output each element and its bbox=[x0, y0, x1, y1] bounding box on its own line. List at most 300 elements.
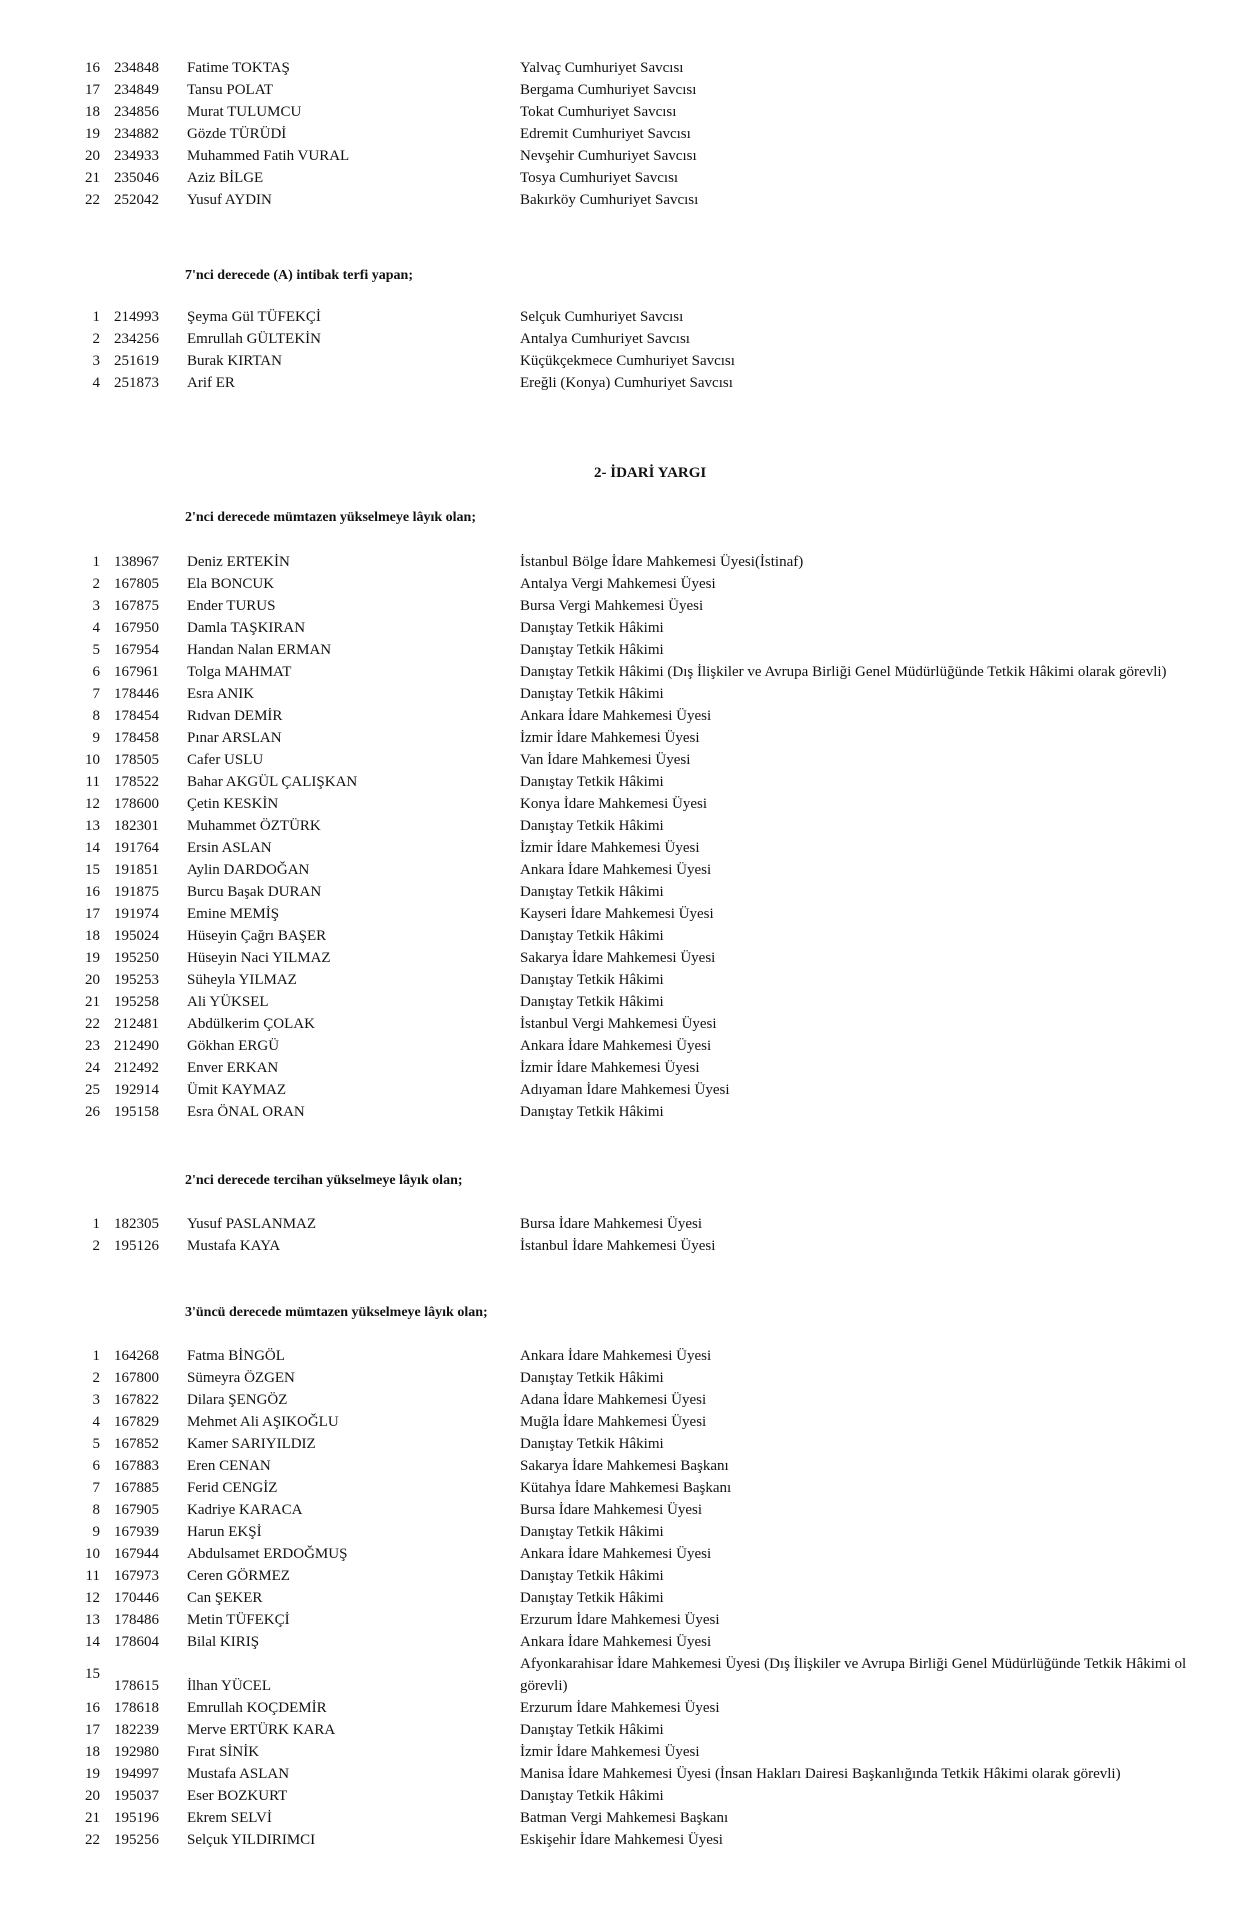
position-title: Ankara İdare Mahkemesi Üyesi bbox=[520, 1038, 712, 1054]
registry-number: 167973 bbox=[114, 1568, 159, 1584]
position-title: Adıyaman İdare Mahkemesi Üyesi bbox=[520, 1082, 730, 1098]
person-name: Aylin DARDOĞAN bbox=[187, 862, 310, 878]
row-number: 3 bbox=[92, 353, 100, 369]
row-number: 19 bbox=[85, 126, 100, 142]
table-row bbox=[0, 306, 1252, 328]
row-number: 10 bbox=[85, 752, 100, 768]
row-number: 2 bbox=[92, 576, 100, 592]
row-number: 2 bbox=[92, 331, 100, 347]
person-name: Eser BOZKURT bbox=[187, 1788, 288, 1804]
position-title: Ankara İdare Mahkemesi Üyesi bbox=[520, 708, 712, 724]
person-name: Selçuk YILDIRIMCI bbox=[187, 1832, 316, 1848]
table-row bbox=[0, 771, 1252, 793]
position-title: Danıştay Tetkik Hâkimi bbox=[520, 1568, 664, 1584]
table-row bbox=[0, 145, 1252, 167]
row-number: 20 bbox=[85, 972, 100, 988]
row-number: 9 bbox=[92, 730, 100, 746]
table-row bbox=[0, 1609, 1252, 1631]
registry-number: 167961 bbox=[114, 664, 159, 680]
registry-number: 178454 bbox=[114, 708, 159, 724]
table-row bbox=[0, 595, 1252, 617]
registry-number: 182305 bbox=[114, 1216, 159, 1232]
row-number: 18 bbox=[85, 928, 100, 944]
position-title: Konya İdare Mahkemesi Üyesi bbox=[520, 796, 708, 812]
table-row bbox=[0, 189, 1252, 211]
person-name: Muhammed Fatih VURAL bbox=[187, 148, 350, 164]
row-number: 11 bbox=[85, 774, 100, 790]
registry-number: 192980 bbox=[114, 1744, 159, 1760]
row-number: 26 bbox=[85, 1104, 100, 1120]
position-title: Danıştay Tetkik Hâkimi bbox=[520, 620, 664, 636]
registry-number: 195196 bbox=[114, 1810, 159, 1826]
section-heading-7th-degree: 7'nci derecede (A) intibak terfi yapan; bbox=[185, 268, 413, 283]
row-number: 22 bbox=[85, 192, 100, 208]
section-heading-3rd-degree-outstanding: 3'üncü derecede mümtazen yükselmeye lâyık olan; bbox=[185, 1305, 488, 1320]
registry-number: 234256 bbox=[114, 331, 159, 347]
row-number: 2 bbox=[92, 1238, 100, 1254]
position-title: Danıştay Tetkik Hâkimi bbox=[520, 1590, 664, 1606]
registry-number: 212492 bbox=[114, 1060, 159, 1076]
row-number: 21 bbox=[85, 1810, 100, 1826]
registry-number: 195258 bbox=[114, 994, 159, 1010]
row-number: 4 bbox=[92, 375, 100, 391]
position-title: Danıştay Tetkik Hâkimi bbox=[520, 994, 664, 1010]
row-number: 19 bbox=[85, 950, 100, 966]
position-title: İzmir İdare Mahkemesi Üyesi bbox=[520, 730, 700, 746]
registry-number: 252042 bbox=[114, 192, 159, 208]
row-number: 1 bbox=[92, 554, 100, 570]
row-number: 5 bbox=[92, 642, 100, 658]
person-name: Esra ANIK bbox=[187, 686, 255, 702]
table-row bbox=[0, 350, 1252, 372]
position-title: Ankara İdare Mahkemesi Üyesi bbox=[520, 1546, 712, 1562]
position-title: Ankara İdare Mahkemesi Üyesi bbox=[520, 862, 712, 878]
person-name: Ela BONCUK bbox=[187, 576, 275, 592]
registry-number: 167944 bbox=[114, 1546, 159, 1562]
person-name: Kadriye KARACA bbox=[187, 1502, 303, 1518]
registry-number: 178486 bbox=[114, 1612, 159, 1628]
person-name: Abdulsamet ERDOĞMUŞ bbox=[187, 1546, 348, 1562]
table-row bbox=[0, 1631, 1252, 1653]
position-title: Danıştay Tetkik Hâkimi bbox=[520, 1524, 664, 1540]
registry-number: 234849 bbox=[114, 82, 159, 98]
person-name: Gözde TÜRÜDİ bbox=[187, 126, 287, 142]
row-number: 3 bbox=[92, 1392, 100, 1408]
row-number: 7 bbox=[92, 1480, 100, 1496]
table-row bbox=[0, 167, 1252, 189]
table-row bbox=[0, 1101, 1252, 1123]
position-title: Ankara İdare Mahkemesi Üyesi bbox=[520, 1634, 712, 1650]
row-number: 17 bbox=[85, 82, 100, 98]
row-number: 2 bbox=[92, 1370, 100, 1386]
position-title: Danıştay Tetkik Hâkimi bbox=[520, 928, 664, 944]
table-row bbox=[0, 57, 1252, 79]
registry-number: 182239 bbox=[114, 1722, 159, 1738]
person-name: Esra ÖNAL ORAN bbox=[187, 1104, 305, 1120]
registry-number: 195253 bbox=[114, 972, 159, 988]
row-number: 1 bbox=[92, 1348, 100, 1364]
table-row bbox=[0, 639, 1252, 661]
person-name: Metin TÜFEKÇİ bbox=[187, 1612, 290, 1628]
person-name: Arif ER bbox=[187, 375, 235, 391]
row-number: 20 bbox=[85, 148, 100, 164]
person-name: Burak KIRTAN bbox=[187, 353, 282, 369]
row-number: 21 bbox=[85, 170, 100, 186]
position-title: Selçuk Cumhuriyet Savcısı bbox=[520, 309, 684, 325]
table-row bbox=[0, 1035, 1252, 1057]
row-number: 17 bbox=[85, 906, 100, 922]
person-name: İlhan YÜCEL bbox=[187, 1678, 272, 1694]
position-title: İzmir İdare Mahkemesi Üyesi bbox=[520, 1060, 700, 1076]
table-row bbox=[0, 903, 1252, 925]
person-name: Damla TAŞKIRAN bbox=[187, 620, 306, 636]
registry-number: 167885 bbox=[114, 1480, 159, 1496]
registry-number: 167875 bbox=[114, 598, 159, 614]
person-name: Emrullah GÜLTEKİN bbox=[187, 331, 322, 347]
registry-number: 191875 bbox=[114, 884, 159, 900]
table-row bbox=[0, 1499, 1252, 1521]
table-row bbox=[0, 1079, 1252, 1101]
person-name: Tolga MAHMAT bbox=[187, 664, 292, 680]
row-number: 19 bbox=[85, 1766, 100, 1782]
person-name: Yusuf PASLANMAZ bbox=[187, 1216, 317, 1232]
person-name: Emine MEMİŞ bbox=[187, 906, 280, 922]
position-title: Eskişehir İdare Mahkemesi Üyesi bbox=[520, 1832, 723, 1848]
person-name: Şeyma Gül TÜFEKÇİ bbox=[187, 309, 321, 325]
registry-number: 191974 bbox=[114, 906, 159, 922]
position-title: Adana İdare Mahkemesi Üyesi bbox=[520, 1392, 707, 1408]
person-name: Mehmet Ali AŞIKOĞLU bbox=[187, 1414, 339, 1430]
registry-number: 194997 bbox=[114, 1766, 159, 1782]
row-number: 11 bbox=[85, 1568, 100, 1584]
table-row bbox=[0, 1697, 1252, 1719]
person-name: Kamer SARIYILDIZ bbox=[187, 1436, 316, 1452]
person-name: Hüseyin Naci YILMAZ bbox=[187, 950, 331, 966]
registry-number: 212490 bbox=[114, 1038, 159, 1054]
person-name: Rıdvan DEMİR bbox=[187, 708, 283, 724]
position-title: Ankara İdare Mahkemesi Üyesi bbox=[520, 1348, 712, 1364]
person-name: Sümeyra ÖZGEN bbox=[187, 1370, 295, 1386]
position-title: Danıştay Tetkik Hâkimi bbox=[520, 818, 664, 834]
table-row bbox=[0, 1411, 1252, 1433]
person-name: Mustafa KAYA bbox=[187, 1238, 281, 1254]
position-title: Sakarya İdare Mahkemesi Başkanı bbox=[520, 1458, 729, 1474]
person-name: Harun EKŞİ bbox=[187, 1524, 262, 1540]
row-number: 24 bbox=[85, 1060, 100, 1076]
person-name: Dilara ŞENGÖZ bbox=[187, 1392, 288, 1408]
table-row bbox=[0, 551, 1252, 573]
registry-number: 138967 bbox=[114, 554, 159, 570]
person-name: Ferid CENGİZ bbox=[187, 1480, 278, 1496]
row-number: 14 bbox=[85, 840, 100, 856]
row-number: 4 bbox=[92, 620, 100, 636]
position-title: Batman Vergi Mahkemesi Başkanı bbox=[520, 1810, 729, 1826]
row-number: 21 bbox=[85, 994, 100, 1010]
person-name: Fırat SİNİK bbox=[187, 1744, 260, 1760]
row-number: 6 bbox=[92, 664, 100, 680]
registry-number: 178604 bbox=[114, 1634, 159, 1650]
row-number: 17 bbox=[85, 1722, 100, 1738]
person-name: Eren CENAN bbox=[187, 1458, 271, 1474]
position-title: Muğla İdare Mahkemesi Üyesi bbox=[520, 1414, 707, 1430]
table-row bbox=[0, 1389, 1252, 1411]
position-title: Danıştay Tetkik Hâkimi bbox=[520, 884, 664, 900]
registry-number: 178522 bbox=[114, 774, 159, 790]
table-row bbox=[0, 859, 1252, 881]
row-number: 20 bbox=[85, 1788, 100, 1804]
person-name: Fatma BİNGÖL bbox=[187, 1348, 285, 1364]
row-number: 7 bbox=[92, 686, 100, 702]
person-name: Emrullah KOÇDEMİR bbox=[187, 1700, 327, 1716]
row-number: 18 bbox=[85, 1744, 100, 1760]
registry-number: 167883 bbox=[114, 1458, 159, 1474]
registry-number: 167800 bbox=[114, 1370, 159, 1386]
table-row bbox=[0, 1057, 1252, 1079]
row-number: 3 bbox=[92, 598, 100, 614]
registry-number: 164268 bbox=[114, 1348, 159, 1364]
position-title: İstanbul Bölge İdare Mahkemesi Üyesi(İstinaf) bbox=[520, 554, 804, 570]
position-title: Danıştay Tetkik Hâkimi bbox=[520, 774, 664, 790]
position-title: Danıştay Tetkik Hâkimi bbox=[520, 1436, 664, 1452]
table-row bbox=[0, 1433, 1252, 1455]
table-row bbox=[0, 372, 1252, 394]
table-row bbox=[0, 1013, 1252, 1035]
table-row bbox=[0, 705, 1252, 727]
row-number: 16 bbox=[85, 884, 100, 900]
person-name: Merve ERTÜRK KARA bbox=[187, 1722, 336, 1738]
row-number: 12 bbox=[85, 796, 100, 812]
person-name: Aziz BİLGE bbox=[187, 170, 264, 186]
row-number: 22 bbox=[85, 1016, 100, 1032]
position-title: Danıştay Tetkik Hâkimi bbox=[520, 1104, 664, 1120]
registry-number: 191764 bbox=[114, 840, 159, 856]
position-title: Bursa İdare Mahkemesi Üyesi bbox=[520, 1502, 703, 1518]
row-number: 1 bbox=[92, 1216, 100, 1232]
table-row bbox=[0, 1345, 1252, 1367]
registry-number: 212481 bbox=[114, 1016, 159, 1032]
registry-number: 195024 bbox=[114, 928, 159, 944]
position-title: İstanbul Vergi Mahkemesi Üyesi bbox=[520, 1016, 717, 1032]
person-name: Muhammet ÖZTÜRK bbox=[187, 818, 321, 834]
position-title: Yalvaç Cumhuriyet Savcısı bbox=[520, 60, 684, 76]
table-row bbox=[0, 793, 1252, 815]
person-name: Enver ERKAN bbox=[187, 1060, 279, 1076]
row-number: 8 bbox=[92, 708, 100, 724]
position-title: Afyonkarahisar İdare Mahkemesi Üyesi (Dış İlişkiler ve Avrupa Birliği Genel Müdürlüğünde Tetkik Hâkimi ol görevli) bbox=[520, 1656, 1187, 1694]
registry-number: 195250 bbox=[114, 950, 159, 966]
position-title: Bakırköy Cumhuriyet Savcısı bbox=[520, 192, 699, 208]
position-title: Sakarya İdare Mahkemesi Üyesi bbox=[520, 950, 716, 966]
registry-number: 167805 bbox=[114, 576, 159, 592]
table-row bbox=[0, 1719, 1252, 1741]
position-title: İstanbul İdare Mahkemesi Üyesi bbox=[520, 1238, 716, 1254]
row-number: 25 bbox=[85, 1082, 100, 1098]
table-row bbox=[0, 1807, 1252, 1829]
registry-number: 195126 bbox=[114, 1238, 159, 1254]
position-title: Erzurum İdare Mahkemesi Üyesi bbox=[520, 1700, 720, 1716]
registry-number: 178505 bbox=[114, 752, 159, 768]
table-row bbox=[0, 328, 1252, 350]
registry-number: 192914 bbox=[114, 1082, 159, 1098]
table-row bbox=[0, 749, 1252, 771]
registry-number: 178600 bbox=[114, 796, 159, 812]
registry-number: 195256 bbox=[114, 1832, 159, 1848]
row-number: 5 bbox=[92, 1436, 100, 1452]
position-title: Antalya Cumhuriyet Savcısı bbox=[520, 331, 690, 347]
table-row bbox=[0, 617, 1252, 639]
position-title: Kütahya İdare Mahkemesi Başkanı bbox=[520, 1480, 732, 1496]
table-row bbox=[0, 969, 1252, 991]
position-title: Tosya Cumhuriyet Savcısı bbox=[520, 170, 679, 186]
row-number: 6 bbox=[92, 1458, 100, 1474]
person-name: Mustafa ASLAN bbox=[187, 1766, 290, 1782]
table-row bbox=[0, 661, 1252, 683]
row-number: 13 bbox=[85, 1612, 100, 1628]
table-row bbox=[0, 947, 1252, 969]
table-row bbox=[0, 837, 1252, 859]
table-row bbox=[0, 727, 1252, 749]
table-row bbox=[0, 1455, 1252, 1477]
registry-number: 234856 bbox=[114, 104, 159, 120]
person-name: Süheyla YILMAZ bbox=[187, 972, 297, 988]
person-name: Ender TURUS bbox=[187, 598, 276, 614]
position-title: İzmir İdare Mahkemesi Üyesi bbox=[520, 1744, 700, 1760]
person-name: Abdülkerim ÇOLAK bbox=[187, 1016, 315, 1032]
registry-number: 251619 bbox=[114, 353, 159, 369]
registry-number: 234933 bbox=[114, 148, 159, 164]
registry-number: 167939 bbox=[114, 1524, 159, 1540]
table-row bbox=[0, 79, 1252, 101]
position-title: Antalya Vergi Mahkemesi Üyesi bbox=[520, 576, 716, 592]
row-number: 23 bbox=[85, 1038, 100, 1054]
row-number: 10 bbox=[85, 1546, 100, 1562]
registry-number: 191851 bbox=[114, 862, 159, 878]
person-name: Bilal KIRIŞ bbox=[187, 1634, 260, 1650]
person-name: Handan Nalan ERMAN bbox=[187, 642, 332, 658]
person-name: Deniz ERTEKİN bbox=[187, 554, 290, 570]
row-number: 15 bbox=[85, 862, 100, 878]
table-row bbox=[0, 991, 1252, 1013]
position-title: İzmir İdare Mahkemesi Üyesi bbox=[520, 840, 700, 856]
registry-number: 178446 bbox=[114, 686, 159, 702]
person-name: Fatime TOKTAŞ bbox=[187, 60, 290, 76]
row-number: 15 bbox=[85, 1666, 100, 1682]
table-row bbox=[0, 1653, 1252, 1697]
position-title: Nevşehir Cumhuriyet Savcısı bbox=[520, 148, 697, 164]
section-title-idari-yargi: 2- İDARİ YARGI bbox=[594, 465, 707, 481]
person-name: Gökhan ERGÜ bbox=[187, 1038, 280, 1054]
table-row bbox=[0, 1565, 1252, 1587]
row-number: 18 bbox=[85, 104, 100, 120]
registry-number: 178615 bbox=[114, 1678, 159, 1694]
person-name: Hüseyin Çağrı BAŞER bbox=[187, 928, 327, 944]
registry-number: 170446 bbox=[114, 1590, 159, 1606]
position-title: Ereğli (Konya) Cumhuriyet Savcısı bbox=[520, 375, 733, 391]
registry-number: 251873 bbox=[114, 375, 159, 391]
registry-number: 178618 bbox=[114, 1700, 159, 1716]
position-title: Danıştay Tetkik Hâkimi bbox=[520, 686, 664, 702]
table-row bbox=[0, 1785, 1252, 1807]
position-title: Tokat Cumhuriyet Savcısı bbox=[520, 104, 677, 120]
row-number: 9 bbox=[92, 1524, 100, 1540]
table-row bbox=[0, 1213, 1252, 1235]
registry-number: 167852 bbox=[114, 1436, 159, 1452]
position-title: Danıştay Tetkik Hâkimi bbox=[520, 642, 664, 658]
person-name: Burcu Başak DURAN bbox=[187, 884, 322, 900]
person-name: Çetin KESKİN bbox=[187, 796, 279, 812]
position-title: Küçükçekmece Cumhuriyet Savcısı bbox=[520, 353, 735, 369]
table-row bbox=[0, 1521, 1252, 1543]
table-row bbox=[0, 573, 1252, 595]
registry-number: 167950 bbox=[114, 620, 159, 636]
position-title: Van İdare Mahkemesi Üyesi bbox=[520, 752, 691, 768]
registry-number: 235046 bbox=[114, 170, 159, 186]
table-row bbox=[0, 1477, 1252, 1499]
person-name: Ersin ASLAN bbox=[187, 840, 272, 856]
registry-number: 167905 bbox=[114, 1502, 159, 1518]
person-name: Pınar ARSLAN bbox=[187, 730, 282, 746]
row-number: 8 bbox=[92, 1502, 100, 1518]
table-row bbox=[0, 925, 1252, 947]
position-title: Bursa Vergi Mahkemesi Üyesi bbox=[520, 598, 704, 614]
table-row bbox=[0, 1543, 1252, 1565]
row-number: 1 bbox=[92, 309, 100, 325]
position-title: Danıştay Tetkik Hâkimi (Dış İlişkiler ve Avrupa Birliği Genel Müdürlüğünde Tetkik Hâkimi olarak görevli) bbox=[520, 664, 1167, 680]
table-row bbox=[0, 1763, 1252, 1785]
row-number: 16 bbox=[85, 60, 100, 76]
registry-number: 234882 bbox=[114, 126, 159, 142]
table-row bbox=[0, 1587, 1252, 1609]
table-row bbox=[0, 101, 1252, 123]
table-row bbox=[0, 1829, 1252, 1851]
person-name: Can ŞEKER bbox=[187, 1590, 263, 1606]
row-number: 13 bbox=[85, 818, 100, 834]
registry-number: 182301 bbox=[114, 818, 159, 834]
person-name: Murat TULUMCU bbox=[187, 104, 302, 120]
registry-number: 195158 bbox=[114, 1104, 159, 1120]
table-row bbox=[0, 683, 1252, 705]
section-heading-2nd-degree-outstanding: 2'nci derecede mümtazen yükselmeye lâyık olan; bbox=[185, 510, 476, 525]
registry-number: 178458 bbox=[114, 730, 159, 746]
registry-number: 214993 bbox=[114, 309, 159, 325]
row-number: 4 bbox=[92, 1414, 100, 1430]
position-title: Kayseri İdare Mahkemesi Üyesi bbox=[520, 906, 714, 922]
table-row bbox=[0, 881, 1252, 903]
registry-number: 195037 bbox=[114, 1788, 159, 1804]
person-name: Ceren GÖRMEZ bbox=[187, 1568, 290, 1584]
person-name: Cafer USLU bbox=[187, 752, 264, 768]
registry-number: 234848 bbox=[114, 60, 159, 76]
position-title: Danıştay Tetkik Hâkimi bbox=[520, 1722, 664, 1738]
registry-number: 167829 bbox=[114, 1414, 159, 1430]
person-name: Ümit KAYMAZ bbox=[187, 1082, 287, 1098]
person-name: Ali YÜKSEL bbox=[187, 994, 269, 1010]
row-number: 14 bbox=[85, 1634, 100, 1650]
position-title: Danıştay Tetkik Hâkimi bbox=[520, 1788, 664, 1804]
position-title: Edremit Cumhuriyet Savcısı bbox=[520, 126, 691, 142]
position-title: Danıştay Tetkik Hâkimi bbox=[520, 1370, 664, 1386]
table-row bbox=[0, 1741, 1252, 1763]
registry-number: 167954 bbox=[114, 642, 159, 658]
table-row bbox=[0, 123, 1252, 145]
table-row bbox=[0, 1235, 1252, 1257]
person-name: Tansu POLAT bbox=[187, 82, 274, 98]
row-number: 22 bbox=[85, 1832, 100, 1848]
position-title: Erzurum İdare Mahkemesi Üyesi bbox=[520, 1612, 720, 1628]
position-title: Bergama Cumhuriyet Savcısı bbox=[520, 82, 697, 98]
table-row bbox=[0, 1367, 1252, 1389]
position-title: Manisa İdare Mahkemesi Üyesi (İnsan Hakları Dairesi Başkanlığında Tetkik Hâkimi olarak görevli) bbox=[520, 1766, 1121, 1782]
